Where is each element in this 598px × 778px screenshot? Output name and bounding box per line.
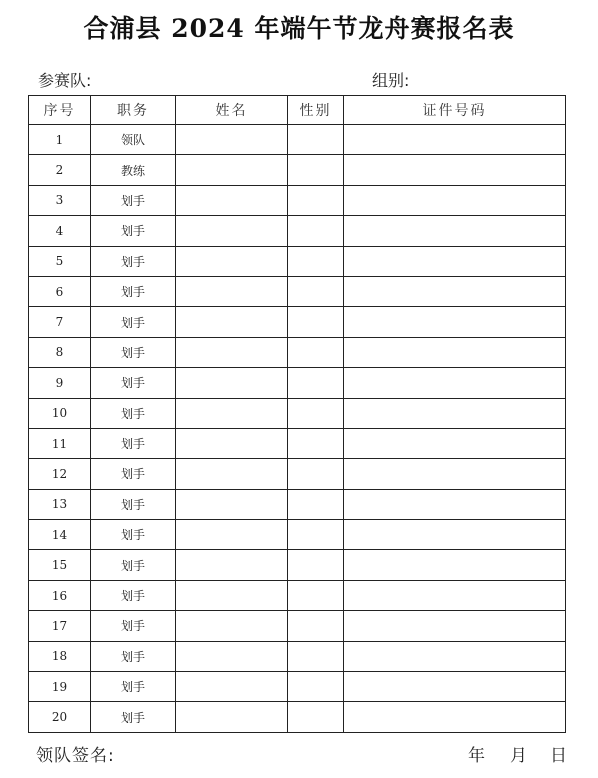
gender-field[interactable] — [288, 672, 344, 702]
gender-field[interactable] — [288, 489, 344, 519]
row-number-cell: 6 — [29, 276, 91, 306]
row-number-cell: 10 — [29, 398, 91, 428]
table-row — [29, 580, 566, 610]
table-row — [29, 307, 566, 337]
name-field[interactable] — [176, 489, 288, 519]
table-body — [29, 125, 566, 733]
row-number-cell: 1 — [29, 125, 91, 155]
date-day-label: 日 — [550, 746, 567, 766]
role-cell: 划手 — [91, 216, 176, 246]
id-number-field[interactable] — [344, 398, 566, 428]
name-field[interactable] — [176, 337, 288, 367]
gender-field[interactable] — [288, 428, 344, 458]
name-field[interactable] — [176, 368, 288, 398]
registration-table — [28, 95, 566, 733]
row-number-cell: 20 — [29, 702, 91, 732]
gender-field[interactable] — [288, 702, 344, 732]
row-number-cell: 9 — [29, 368, 91, 398]
table-row — [29, 520, 566, 550]
name-field[interactable] — [176, 672, 288, 702]
group-label: 组别: — [372, 71, 410, 90]
gender-field[interactable] — [288, 459, 344, 489]
role-cell: 划手 — [91, 398, 176, 428]
row-number-cell: 11 — [29, 428, 91, 458]
table-row — [29, 702, 566, 732]
role-cell: 划手 — [91, 185, 176, 215]
role-cell: 划手 — [91, 428, 176, 458]
gender-field[interactable] — [288, 368, 344, 398]
row-number-cell: 8 — [29, 337, 91, 367]
role-cell: 划手 — [91, 580, 176, 610]
gender-field[interactable] — [288, 520, 344, 550]
table-row — [29, 672, 566, 702]
id-number-field[interactable] — [344, 368, 566, 398]
row-number-cell: 12 — [29, 459, 91, 489]
role-cell: 划手 — [91, 368, 176, 398]
row-number-cell: 3 — [29, 185, 91, 215]
date-line — [468, 744, 567, 768]
column-header-gender: 性别 — [288, 96, 344, 125]
row-number-cell: 13 — [29, 489, 91, 519]
row-number-cell: 7 — [29, 307, 91, 337]
row-number-cell: 5 — [29, 246, 91, 276]
name-field[interactable] — [176, 580, 288, 610]
table-row — [29, 428, 566, 458]
table-row — [29, 246, 566, 276]
column-header-no: 序号 — [29, 96, 91, 125]
role-cell: 划手 — [91, 672, 176, 702]
row-number-cell: 4 — [29, 216, 91, 246]
name-field[interactable] — [176, 276, 288, 306]
id-number-field[interactable] — [344, 216, 566, 246]
name-field[interactable] — [176, 702, 288, 732]
table-row — [29, 276, 566, 306]
gender-field[interactable] — [288, 125, 344, 155]
table-row — [29, 550, 566, 580]
name-field[interactable] — [176, 550, 288, 580]
table-row — [29, 611, 566, 641]
id-number-field[interactable] — [344, 702, 566, 732]
id-number-field[interactable] — [344, 489, 566, 519]
row-number-cell: 18 — [29, 641, 91, 671]
table-header-row — [29, 96, 566, 125]
gender-field[interactable] — [288, 550, 344, 580]
gender-field[interactable] — [288, 337, 344, 367]
name-field[interactable] — [176, 307, 288, 337]
id-number-field[interactable] — [344, 155, 566, 185]
gender-field[interactable] — [288, 216, 344, 246]
table-row — [29, 155, 566, 185]
role-cell: 划手 — [91, 307, 176, 337]
table-row — [29, 398, 566, 428]
id-number-field[interactable] — [344, 276, 566, 306]
id-number-field[interactable] — [344, 428, 566, 458]
role-cell: 划手 — [91, 550, 176, 580]
id-number-field[interactable] — [344, 520, 566, 550]
row-number-cell: 2 — [29, 155, 91, 185]
column-header-name: 姓名 — [176, 96, 288, 125]
role-cell: 划手 — [91, 641, 176, 671]
id-number-field[interactable] — [344, 459, 566, 489]
name-field[interactable] — [176, 185, 288, 215]
name-field[interactable] — [176, 216, 288, 246]
role-cell: 领队 — [91, 125, 176, 155]
table-row — [29, 185, 566, 215]
id-number-field[interactable] — [344, 307, 566, 337]
gender-field[interactable] — [288, 398, 344, 428]
date-month-label: 月 — [510, 746, 527, 766]
name-field[interactable] — [176, 520, 288, 550]
row-number-cell: 14 — [29, 520, 91, 550]
id-number-field[interactable] — [344, 672, 566, 702]
name-field[interactable] — [176, 155, 288, 185]
table-row — [29, 368, 566, 398]
role-cell: 教练 — [91, 155, 176, 185]
table-row — [29, 337, 566, 367]
gender-field[interactable] — [288, 641, 344, 671]
column-header-id-number: 证件号码 — [344, 96, 566, 125]
gender-field[interactable] — [288, 185, 344, 215]
name-field[interactable] — [176, 428, 288, 458]
row-number-cell: 19 — [29, 672, 91, 702]
id-number-field[interactable] — [344, 246, 566, 276]
role-cell: 划手 — [91, 489, 176, 519]
row-number-cell: 15 — [29, 550, 91, 580]
table-row — [29, 216, 566, 246]
team-label: 参赛队: — [38, 71, 92, 90]
table-row — [29, 459, 566, 489]
table-row — [29, 489, 566, 519]
id-number-field[interactable] — [344, 125, 566, 155]
row-number-cell: 17 — [29, 611, 91, 641]
id-number-field[interactable] — [344, 611, 566, 641]
role-cell: 划手 — [91, 246, 176, 276]
table-row — [29, 125, 566, 155]
id-number-field[interactable] — [344, 185, 566, 215]
role-cell: 划手 — [91, 459, 176, 489]
role-cell: 划手 — [91, 276, 176, 306]
id-number-field[interactable] — [344, 580, 566, 610]
gender-field[interactable] — [288, 276, 344, 306]
id-number-field[interactable] — [344, 337, 566, 367]
role-cell: 划手 — [91, 611, 176, 641]
name-field[interactable] — [176, 398, 288, 428]
name-field[interactable] — [176, 246, 288, 276]
page-title: 合浦县 2024 年端午节龙舟赛报名表 — [83, 14, 515, 43]
gender-field[interactable] — [288, 246, 344, 276]
name-field[interactable] — [176, 611, 288, 641]
leader-signature-label: 领队签名: — [36, 746, 115, 766]
gender-field[interactable] — [288, 155, 344, 185]
table-row — [29, 641, 566, 671]
role-cell: 划手 — [91, 337, 176, 367]
name-field[interactable] — [176, 641, 288, 671]
id-number-field[interactable] — [344, 550, 566, 580]
name-field[interactable] — [176, 459, 288, 489]
id-number-field[interactable] — [344, 641, 566, 671]
date-year-label: 年 — [468, 746, 485, 766]
role-cell: 划手 — [91, 520, 176, 550]
column-header-role: 职务 — [91, 96, 176, 125]
role-cell: 划手 — [91, 702, 176, 732]
row-number-cell: 16 — [29, 580, 91, 610]
gender-field[interactable] — [288, 611, 344, 641]
name-field[interactable] — [176, 125, 288, 155]
gender-field[interactable] — [288, 307, 344, 337]
gender-field[interactable] — [288, 580, 344, 610]
